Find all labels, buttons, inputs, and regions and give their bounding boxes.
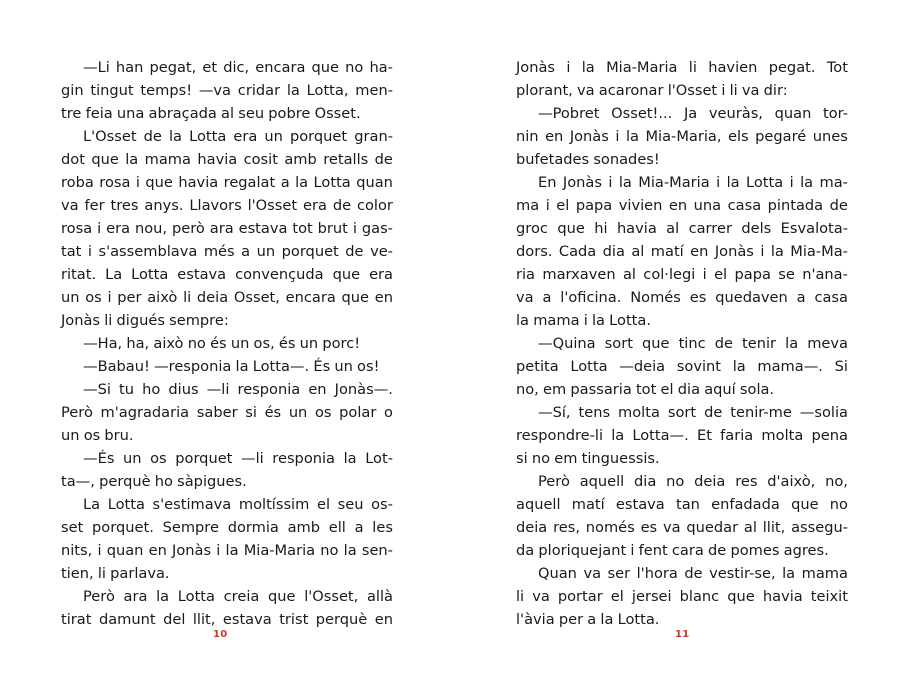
text-line: Quan va ser l'hora de vestir-se, la mama [538, 565, 848, 582]
text-line: La Lotta s'estimava moltíssim el seu os- [83, 496, 393, 513]
text-line: li va portar el jersei blanc que havia teixit [516, 588, 848, 605]
text-line: —Sí, tens molta sort de tenir-me —solia [538, 404, 848, 421]
text-line: Però m'agradaria saber si és un os polar o [61, 404, 393, 421]
text-line: gin tingut temps! —va cridar la Lotta, men- [61, 82, 393, 99]
text-line: plorant, va acaronar l'Osset i li va dir: [516, 82, 788, 99]
text-line: la mama i la Lotta. [516, 312, 651, 329]
text-line: groc que hi havia al carrer dels Esvalota- [516, 220, 848, 237]
text-line: Jonàs li digués sempre: [61, 312, 229, 329]
text-line: tat i s'assemblava més a un porquet de ve- [61, 243, 393, 260]
text-line: dors. Cada dia al matí en Jonàs i la Mia-Ma- [516, 243, 848, 260]
text-line: deia res, només es va quedar al llit, assegu- [516, 519, 848, 536]
text-line: tre feia una abraçada al seu pobre Osset. [61, 105, 361, 122]
right-page [516, 56, 848, 631]
text-line: nin en Jonàs i la Mia-Maria, els pegaré unes [516, 128, 848, 145]
text-line: ritat. La Lotta estava convençuda que era [61, 266, 393, 283]
text-line: Però ara la Lotta creia que l'Osset, allà [83, 588, 393, 605]
text-line: ma i el papa vivien en una casa pintada de [516, 197, 848, 214]
text-line: tien, li parlava. [61, 565, 170, 582]
text-line: aquell matí estava tan enfadada que no [516, 496, 848, 513]
text-line: —Pobret Osset!... Ja veuràs, quan tor- [538, 105, 848, 122]
right-page-number: 11 [675, 629, 690, 640]
text-line: Però aquell dia no deia res d'això, no, [538, 473, 848, 490]
text-line: Jonàs i la Mia-Maria li havien pegat. Tot [516, 59, 848, 76]
left-page-number: 10 [213, 629, 228, 640]
text-line: petita Lotta —deia sovint la mama—. Si [516, 358, 848, 375]
text-line: ta—, perquè ho sàpigues. [61, 473, 247, 490]
text-line: —Li han pegat, et dic, encara que no ha- [83, 59, 393, 76]
text-line: un os i per això li deia Osset, encara que en [61, 289, 393, 306]
text-line: L'Osset de la Lotta era un porquet gran- [83, 128, 393, 145]
text-line: da ploriquejant i fent cara de pomes agres. [516, 542, 829, 559]
text-line: nits, i quan en Jonàs i la Mia-Maria no la sen- [61, 542, 393, 559]
text-line: —Ha, ha, això no és un os, és un porc! [83, 335, 361, 352]
left-page [61, 56, 393, 631]
text-line: l'àvia per a la Lotta. [516, 611, 660, 628]
text-line: no, em passaria tot el dia aquí sola. [516, 381, 775, 398]
text-line: rosa i era nou, però ara estava tot brut i gas- [61, 220, 393, 237]
text-line: —Babau! —responia la Lotta—. És un os! [83, 358, 380, 375]
text-line: si no em tinguessis. [516, 450, 660, 467]
text-line: roba rosa i que havia regalat a la Lotta quan [61, 174, 393, 191]
text-line: tirat damunt del llit, estava trist perquè en [61, 611, 393, 628]
text-line: ria marxaven al col·legi i el papa se n'ana- [516, 266, 848, 283]
text-line: —Quina sort que tinc de tenir la meva [538, 335, 848, 352]
text-line: dot que la mama havia cosit amb retalls de [61, 151, 393, 168]
text-line: —Si tu ho dius —li responia en Jonàs—. [83, 381, 393, 398]
text-line: —És un os porquet —li responia la Lot- [83, 450, 393, 467]
text-line: respondre-li la Lotta—. Et faria molta pena [516, 427, 848, 444]
text-line: va fer tres anys. Llavors l'Osset era de color [61, 197, 393, 214]
text-line: bufetades sonades! [516, 151, 660, 168]
text-line: set porquet. Sempre dormia amb ell a les [61, 519, 393, 536]
text-line: va a l'oficina. Només es quedaven a casa [516, 289, 848, 306]
text-line: un os bru. [61, 427, 134, 444]
text-line: En Jonàs i la Mia-Maria i la Lotta i la ma- [538, 174, 848, 191]
